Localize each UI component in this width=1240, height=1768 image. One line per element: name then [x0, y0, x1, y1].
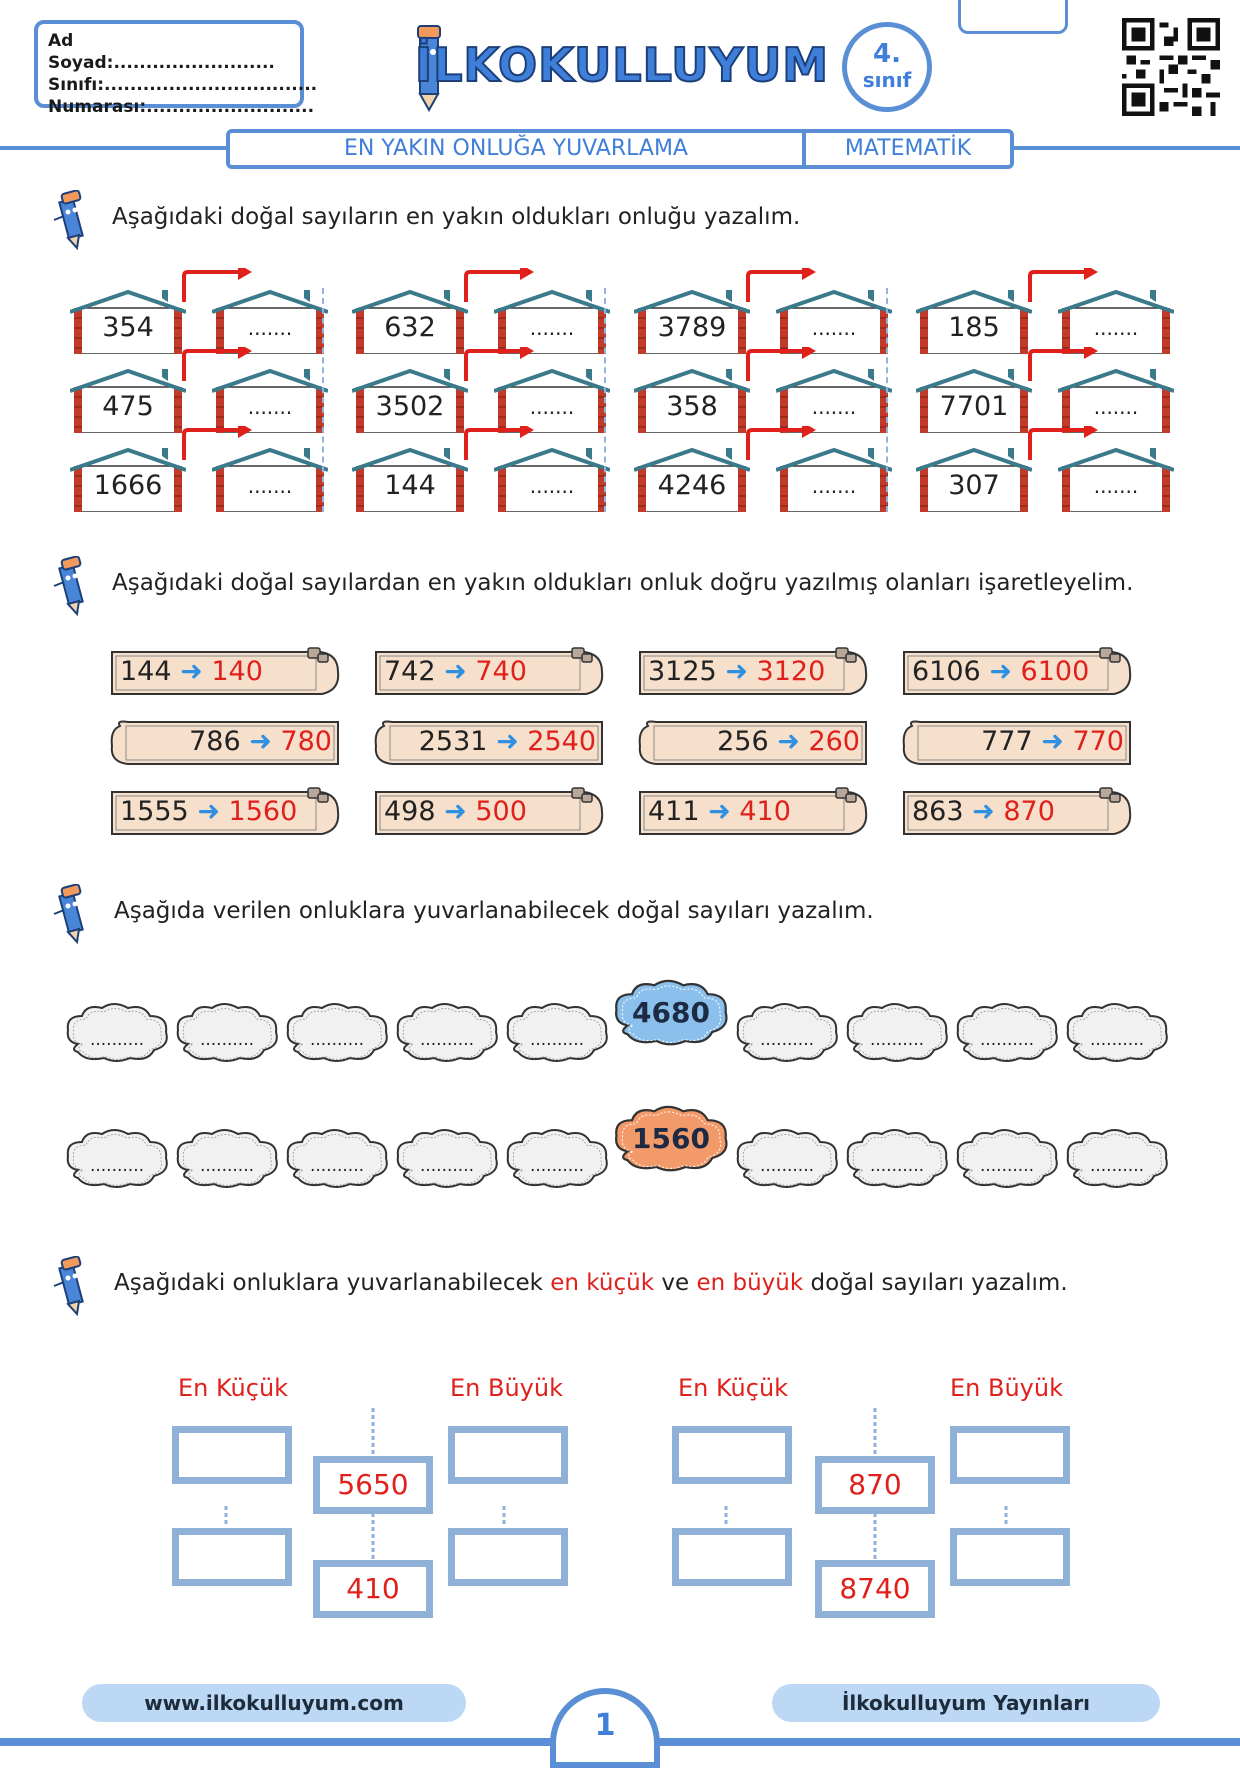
card-number: 411 [648, 796, 700, 827]
house-number: 144 [384, 470, 436, 501]
rounding-card[interactable] [108, 716, 342, 770]
arrow-right-icon: ➜ [1041, 726, 1064, 757]
answer-blank[interactable]: .......... [309, 1156, 365, 1176]
card-rounded: 140 [211, 656, 263, 687]
arrow-right-icon: ➜ [180, 656, 203, 687]
label-largest: En Büyük [450, 1374, 563, 1402]
tens-value-box: 870 [815, 1456, 935, 1514]
card-rounded: 2540 [527, 726, 596, 757]
answer-blank[interactable]: .......... [529, 1156, 585, 1176]
label-largest: En Büyük [950, 1374, 1063, 1402]
smallest-answer-box[interactable] [672, 1528, 792, 1586]
red-arrow-icon [460, 268, 540, 302]
red-arrow-icon [178, 268, 258, 302]
answer-blank[interactable]: ....... [811, 316, 857, 340]
rounding-card[interactable] [108, 646, 342, 700]
answer-cloud[interactable] [394, 1000, 500, 1064]
answer-blank[interactable]: ....... [529, 316, 575, 340]
card-rounded: 740 [475, 656, 527, 687]
tens-value-box: 8740 [815, 1560, 935, 1618]
smallest-answer-box[interactable] [672, 1426, 792, 1484]
answer-cloud[interactable] [954, 1126, 1060, 1190]
title-bar [226, 129, 1014, 169]
answer-cloud[interactable] [284, 1126, 390, 1190]
card-rounded: 770 [1072, 726, 1124, 757]
rounding-card[interactable] [372, 716, 606, 770]
largest-answer-box[interactable] [950, 1426, 1070, 1484]
number-house [70, 288, 186, 354]
column-separator [886, 288, 888, 512]
number-house [916, 367, 1032, 433]
arrow-right-icon: ➜ [777, 726, 800, 757]
answer-blank[interactable]: .......... [1089, 1156, 1145, 1176]
tens-value-cloud [612, 1102, 730, 1174]
answer-cloud[interactable] [174, 1000, 280, 1064]
number-house [916, 446, 1032, 512]
grade-badge [842, 22, 932, 112]
red-arrow-icon [1024, 268, 1104, 302]
brand-logo: İLKOKULLUYUM [415, 38, 830, 92]
card-number: 863 [912, 796, 964, 827]
number-house [634, 367, 750, 433]
house-number: 632 [384, 312, 436, 343]
house-number: 4246 [657, 470, 727, 501]
number-house [352, 288, 468, 354]
answer-blank[interactable]: ....... [811, 474, 857, 498]
grade-word: sınıf [862, 68, 912, 92]
answer-blank[interactable]: ....... [247, 316, 293, 340]
tens-value: 1560 [632, 1122, 710, 1155]
card-rounded: 410 [739, 796, 791, 827]
answer-cloud[interactable] [734, 1126, 840, 1190]
red-arrow-icon [1024, 347, 1104, 381]
rounding-card[interactable] [636, 786, 870, 840]
answer-blank[interactable]: .......... [1089, 1030, 1145, 1050]
answer-blank[interactable]: .......... [89, 1030, 145, 1050]
answer-blank[interactable]: .......... [419, 1030, 475, 1050]
number-house [916, 288, 1032, 354]
red-arrow-icon [178, 426, 258, 460]
website-link[interactable]: www.ilkokulluyum.com [82, 1684, 466, 1722]
column-separator [604, 288, 606, 512]
red-arrow-icon [742, 268, 822, 302]
subject-title: MATEMATİK [844, 136, 972, 161]
number-house [634, 446, 750, 512]
card-number: 498 [384, 796, 436, 827]
number-field[interactable]: Numarası:.......................... [48, 97, 315, 117]
house-number: 3789 [657, 312, 727, 343]
section2-instruction: Aşağıdaki doğal sayılardan en yakın oldukları onluk doğru yazılmış olanları işaretleyelim. [112, 570, 1134, 596]
rounding-card[interactable] [636, 716, 870, 770]
house-number: 1666 [93, 470, 163, 501]
answer-blank[interactable]: ....... [247, 474, 293, 498]
arrow-right-icon: ➜ [972, 796, 995, 827]
tens-value-cloud [612, 976, 730, 1048]
house-number: 185 [948, 312, 1000, 343]
answer-cloud[interactable] [844, 1000, 950, 1064]
page-number: 1 [550, 1688, 660, 1768]
card-rounded: 3120 [756, 656, 826, 687]
smallest-answer-box[interactable] [172, 1426, 292, 1484]
answer-cloud[interactable] [1064, 1000, 1170, 1064]
tens-value: 4680 [632, 996, 710, 1029]
rounding-card[interactable] [636, 646, 870, 700]
answer-cloud[interactable] [504, 1000, 610, 1064]
answer-blank[interactable]: .......... [759, 1156, 815, 1176]
rounding-card[interactable] [108, 786, 342, 840]
card-rounded: 500 [475, 796, 527, 827]
answer-cloud[interactable] [844, 1126, 950, 1190]
card-rounded: 1560 [228, 796, 298, 827]
arrow-right-icon: ➜ [197, 796, 220, 827]
answer-blank[interactable]: .......... [529, 1030, 585, 1050]
instruction-text: doğal sayıları yazalım. [803, 1270, 1068, 1296]
house-number: 3502 [375, 391, 445, 422]
house-number: 7701 [939, 391, 1009, 422]
pencil-mascot-icon [48, 884, 94, 944]
instruction-text: Aşağıdaki onluklara yuvarlanabilecek [114, 1270, 551, 1296]
instruction-highlight-largest: en büyük [696, 1270, 804, 1296]
house-number: 358 [666, 391, 718, 422]
answer-blank[interactable]: .......... [759, 1030, 815, 1050]
house-number: 354 [102, 312, 154, 343]
card-rounded: 870 [1003, 796, 1055, 827]
column-separator [322, 288, 324, 512]
largest-answer-box[interactable] [448, 1426, 568, 1484]
card-number: 256 [717, 726, 769, 757]
red-arrow-icon [742, 347, 822, 381]
rounding-card[interactable] [900, 716, 1134, 770]
card-number: 786 [189, 726, 241, 757]
answer-cloud[interactable] [394, 1126, 500, 1190]
label-smallest: En Küçük [678, 1374, 789, 1402]
name-field[interactable]: Ad Soyad:......................... [48, 31, 275, 73]
arrow-right-icon: ➜ [444, 656, 467, 687]
rounding-card[interactable] [372, 646, 606, 700]
class-field[interactable]: Sınıfı:................................. [48, 75, 318, 95]
answer-cloud[interactable] [284, 1000, 390, 1064]
pencil-mascot-icon [48, 1256, 94, 1316]
card-number: 1555 [120, 796, 189, 827]
red-arrow-icon [742, 426, 822, 460]
answer-blank[interactable]: .......... [89, 1156, 145, 1176]
house-number: 475 [102, 391, 154, 422]
number-house [352, 367, 468, 433]
card-number: 6106 [912, 656, 981, 687]
section4-instruction [114, 1270, 1068, 1296]
red-arrow-icon [460, 426, 540, 460]
label-smallest: En Küçük [178, 1374, 289, 1402]
publisher-name: İlkokulluyum Yayınları [772, 1684, 1160, 1722]
tens-value-box: 5650 [313, 1456, 433, 1514]
arrow-right-icon: ➜ [249, 726, 272, 757]
arrow-right-icon: ➜ [989, 656, 1012, 687]
answer-blank[interactable]: ....... [529, 395, 575, 419]
grade-number: 4. [873, 39, 901, 69]
answer-blank[interactable]: .......... [869, 1030, 925, 1050]
number-house [352, 446, 468, 512]
answer-blank[interactable]: ....... [1093, 474, 1139, 498]
score-box [958, 0, 1068, 34]
largest-answer-box[interactable] [950, 1528, 1070, 1586]
answer-blank[interactable]: .......... [869, 1156, 925, 1176]
answer-blank[interactable]: .......... [979, 1030, 1035, 1050]
answer-cloud[interactable] [64, 1126, 170, 1190]
arrow-right-icon: ➜ [496, 726, 519, 757]
red-arrow-icon [460, 347, 540, 381]
arrow-right-icon: ➜ [725, 656, 748, 687]
section3-instruction: Aşağıda verilen onluklara yuvarlanabilecek doğal sayıları yazalım. [114, 898, 874, 924]
rounding-card[interactable] [900, 646, 1134, 700]
answer-blank[interactable]: ....... [529, 474, 575, 498]
topic-title: EN YAKIN ONLUĞA YUVARLAMA [230, 133, 806, 165]
rounding-card[interactable] [372, 786, 606, 840]
card-rounded: 6100 [1020, 656, 1090, 687]
pencil-mascot-icon [48, 556, 94, 616]
arrow-right-icon: ➜ [708, 796, 731, 827]
card-number: 2531 [418, 726, 488, 757]
card-rounded: 260 [808, 726, 860, 757]
number-house [70, 446, 186, 512]
card-number: 742 [384, 656, 436, 687]
answer-blank[interactable]: .......... [979, 1156, 1035, 1176]
red-arrow-icon [1024, 426, 1104, 460]
answer-blank[interactable]: ....... [811, 395, 857, 419]
instruction-text: ve [654, 1270, 697, 1296]
tens-value-box: 410 [313, 1560, 433, 1618]
answer-blank[interactable]: .......... [199, 1030, 255, 1050]
red-arrow-icon [178, 347, 258, 381]
answer-blank[interactable]: .......... [199, 1156, 255, 1176]
answer-cloud[interactable] [954, 1000, 1060, 1064]
answer-blank[interactable]: .......... [309, 1030, 365, 1050]
card-number: 144 [120, 656, 172, 687]
student-info-box [34, 20, 318, 117]
card-rounded: 780 [280, 726, 332, 757]
answer-cloud[interactable] [734, 1000, 840, 1064]
answer-blank[interactable]: .......... [419, 1156, 475, 1176]
section1-instruction: Aşağıdaki doğal sayıların en yakın oldukları onluğu yazalım. [112, 204, 801, 230]
largest-answer-box[interactable] [448, 1528, 568, 1586]
number-house [634, 288, 750, 354]
arrow-right-icon: ➜ [444, 796, 467, 827]
answer-blank[interactable]: ....... [1093, 316, 1139, 340]
answer-cloud[interactable] [1064, 1126, 1170, 1190]
qr-code-icon[interactable] [1122, 18, 1220, 116]
house-number: 307 [948, 470, 1000, 501]
card-number: 3125 [648, 656, 717, 687]
answer-blank[interactable]: ....... [1093, 395, 1139, 419]
answer-blank[interactable]: ....... [247, 395, 293, 419]
number-house [70, 367, 186, 433]
answer-cloud[interactable] [174, 1126, 280, 1190]
smallest-answer-box[interactable] [172, 1528, 292, 1586]
instruction-highlight-smallest: en küçük [550, 1270, 655, 1296]
card-number: 777 [981, 726, 1033, 757]
rounding-card[interactable] [900, 786, 1134, 840]
answer-cloud[interactable] [64, 1000, 170, 1064]
pencil-mascot-icon [48, 190, 94, 250]
answer-cloud[interactable] [504, 1126, 610, 1190]
